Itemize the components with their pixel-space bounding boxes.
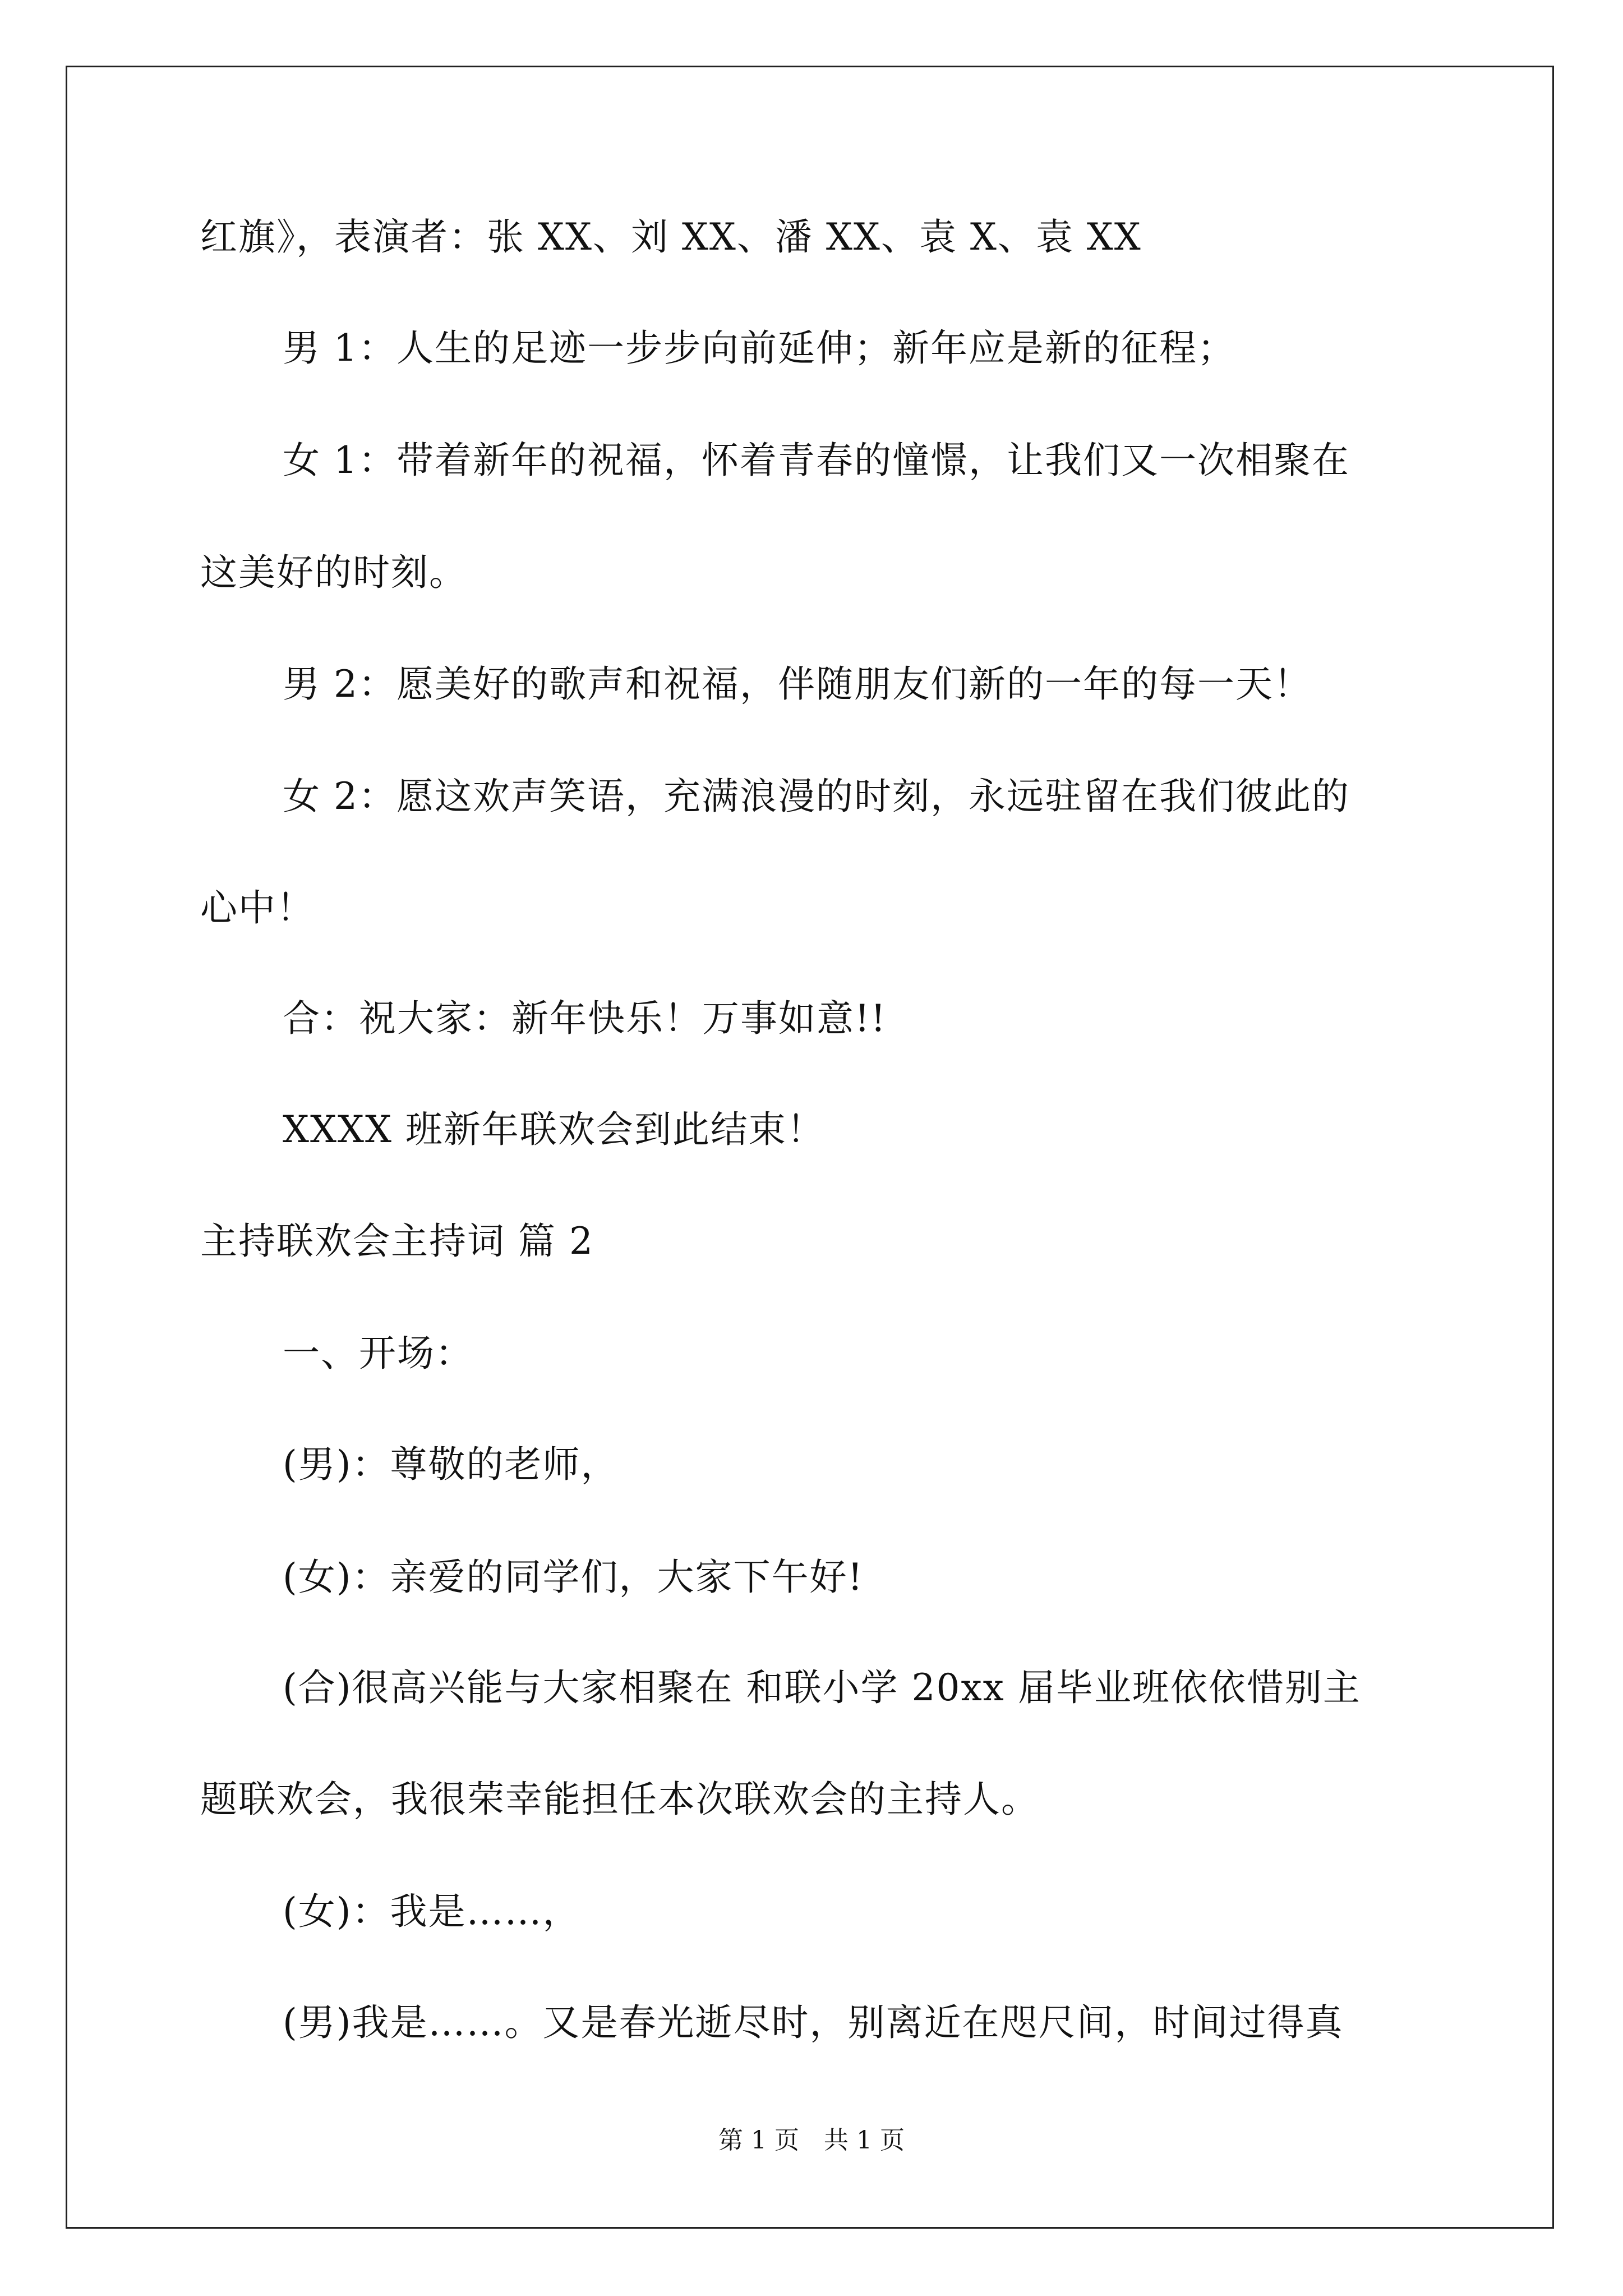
text-line-12: (男)：尊敬的老师， <box>283 1443 619 1486</box>
text-line-16: (女)：我是……， <box>283 1890 581 1933</box>
text-line-8: 合：祝大家：新年快乐！万事如意!! <box>283 997 887 1040</box>
text-line-13: (女)：亲爱的同学们，大家下午好! <box>283 1556 864 1599</box>
text-line-2: 男 1：人生的足迹一步步向前延伸；新年应是新的征程； <box>283 326 1235 370</box>
text-line-7: 心中！ <box>200 886 315 930</box>
text-line-14: (合)很高兴能与大家相聚在 和联小学 20xx 届毕业班依依惜别主 <box>283 1666 1361 1709</box>
text-line-3: 女 1：带着新年的祝福，怀着青春的憧憬，让我们又一次相聚在 <box>283 439 1350 482</box>
text-line-15: 题联欢会，我很荣幸能担任本次联欢会的主持人。 <box>200 1778 1039 1821</box>
page-number-footer: 第 1 页 共 1 页 <box>718 2126 905 2155</box>
text-line-4: 这美好的时刻。 <box>200 551 467 594</box>
text-line-1: 红旗》，表演者：张 XX、刘 XX、潘 XX、袁 X、袁 XX <box>200 215 1142 259</box>
text-line-5: 男 2：愿美好的歌声和祝福，伴随朋友们新的一年的每一天！ <box>283 662 1312 706</box>
text-line-17: (男)我是……。又是春光逝尽时，别离近在咫尺间，时间过得真 <box>283 2001 1344 2044</box>
section-heading: 主持联欢会主持词 篇 2 <box>200 1220 594 1263</box>
text-line-6: 女 2：愿这欢声笑语，充满浪漫的时刻，永远驻留在我们彼此的 <box>283 775 1350 818</box>
text-line-9: XXXX 班新年联欢会到此结束！ <box>283 1108 825 1151</box>
text-line-11: 一、开场： <box>283 1332 473 1375</box>
